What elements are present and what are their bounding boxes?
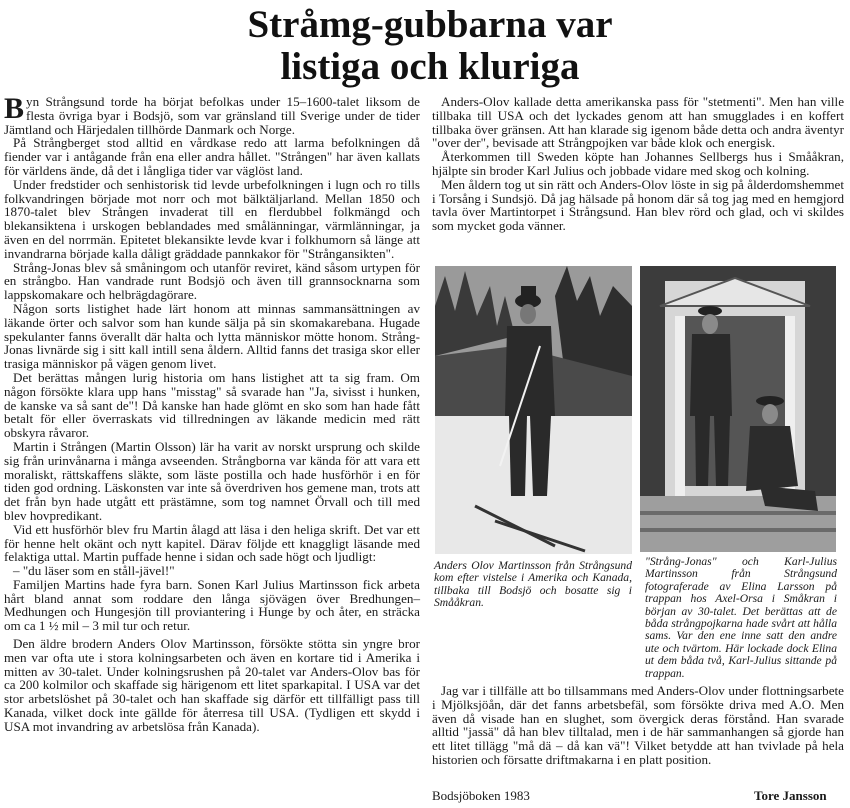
caption-photo-1: Anders Olov Martinsson från Strångsund kom efter vistelse i Amerika och Kanada, tillbaka till Bodsjö och bosatte sig i Smååkran.	[434, 559, 632, 610]
paragraph: Men åldern tog ut sin rätt och Anders-Olov löste in sig på ålderdomshemmet i Torsång i Sundsjö. Då jag hälsade på honom där så tog jag med en hemgjord tavla över Martintorpet i Strångsund. Han blev rörd och glad, och vi skildes som mycket goda vänner.	[432, 176, 844, 234]
title-line-2: listiga och kluriga	[280, 45, 580, 88]
photo-anders-olov-skiing	[435, 266, 632, 554]
paragraph: Strång-Jonas blev så småningom och utanför reviret, känd såsom urtypen för en strångbo. Han vandrade runt Bodsjö och även till grannsocknarna som lappskomakare och helbrägdagörare.	[4, 259, 420, 303]
paragraph: Det berättas mången lurig historia om hans listighet att ta sig fram. Om någon försökte klara upp hans "misstag" så svarade han "Ja, sivisst i hunken, de kanske va så sant de"! Då kanske han hade glömt en sko som han hade fått betalt för eller överraskats vid tillredningen av läkande medicin med rätt obskyra råvaror.	[4, 369, 420, 441]
paragraph: Återkommen till Sweden köpte han Johannes Sellbergs hus i Smååkran, hjälpte sin broder Karl Julius och jobbade vidare med skog och kolning.	[432, 149, 844, 178]
right-column-top	[432, 95, 844, 233]
footer-publication: Bodsjöboken 1983	[432, 788, 530, 803]
paragraph: Byn Strångsund torde ha börjat befolkas under 15–1600-talet liksom de flesta övriga byar i Bodsjö, som var gränsland till Sverige under de tider Jämtland och Härjedalen tillhörde Danmark och Norge.	[4, 92, 420, 137]
paragraph: Den äldre brodern Anders Olov Martinsson, försökte stötta sin yngre bror men var ofta ute i stora kolningsarbeten och även en kortare tid i Amerika i mitten av 30-talet. Under kolningsrushen på 20-talet var Anders-Olov bas för ca 200 kolmilor och skaffade sig härigenom ett litet sparkapital. I USA var det stor arbetslöshet på 30-talet och han skaffade sig därför ett tillfälligt pass till Kanada, vilket dock inte gällde för återresa till USA. (Tydligen ett skydd i USA mot invandring av arbetslösa från Kanada).	[4, 636, 420, 734]
paragraph: Vid ett husförhör blev fru Martin ålagd att läsa i den heliga skrift. Det var ett för henne helt okänt och nytt kapitel. Därav följde ett knaggligt läsande med felaktiga uttal. Martin puffade henne i sidan och sade högt och ljudligt:	[4, 521, 420, 565]
photo-skier-illustration	[435, 266, 632, 554]
paragraph: Martin i Strången (Martin Olsson) lär ha varit av norskt ursprung och skilde sig från urinvånarna i många avseenden. Strångborna var kända för att vara ett moraliskt, rättskaffens släkte, som läste postilla och hade husförhör i en för tiden god ordning. Läskonsten var inte så överdriven hos gemene man, trots att det från byn hade utgått ett prästämne, som tog namnet Örvall och till med blev hovpredikant.	[4, 438, 420, 523]
paragraph: Anders-Olov kallade detta amerikanska pass för "stetmenti". Men han ville tillbaka till USA och det lyckades genom att han smugglades i en koffert tillbaka över gränsen. Att han klarade sig igenom både detta och andra äventyr "over der", bevisade att Strångpojken var både klok och energisk.	[432, 94, 844, 151]
left-column	[4, 92, 420, 734]
photo-strang-jonas-karl-julius	[640, 266, 836, 552]
paragraph: På Strångberget stod alltid en vårdkase redo att larma befolkningen då fiender var i antågande från ena eller andra hållet. "Strången" har även kallats för världens ände, då det i långliga tider var väglöst land.	[4, 135, 420, 178]
title-line-1: Stråmg-gubbarna var	[247, 3, 613, 46]
paragraph: Under fredstider och senhistorisk tid levde urbefolkningen i lugn och ro tills folkvandringen började mot norr och mot bälktäljarland. Mellan 1850 och 1870-talet blev Strången invaderat till en flerdubbel folkmängd och blekansiktena i urskogen beblandades med smålänningar, värmlänningar, ja även en del norrmän. Epitetet blekansikte levde kvar i folkhumorn så länge att invandrarna började kalla dåligt gräddade pannkakor för "Strångansikten".	[4, 176, 420, 261]
drop-cap: B	[4, 92, 25, 125]
paragraph: Jag var i tillfälle att bo tillsammans med Anders-Olov under flottningsarbete i Mjölksjöån, där det fanns arbetsbefäl, som försökte driva med A.O. Men även då visade han en slughet, som övergick deras förstånd. Han svarade alltid "jassä" då han blev tilltalad, men i de här sammanhangen så gjorde han ett litet tillägg "må dä – då kan vä"! Vilket betydde att han tvivlade på hela historien och försatte driftmakarna i en platt position.	[432, 683, 844, 767]
paragraph: – "du läser som en ståll-jävel!"	[13, 563, 175, 579]
paragraph: Någon sorts listighet hade lärt honom att minnas sammansättningen av läkande örter och salvor som han kunde sälja på sin skomakarebana. Hugade spekulanter fanns överallt där halta och lytta människor mötte honom. Strång-Jonas livnärde sig i sitt kall intill sena åldern. Alltid fanns det trasiga skor eller trasiga människor på vägen genom livet.	[4, 300, 420, 372]
caption-photo-2: "Strång-Jonas" och Karl-Julius Martinsson från Strångsund fotograferade av Elina Larsson på trappan hos Axel-Orsa i Småkran i början av 30-talet. Det berättas att de båda strångpojkarna hade svårt att hålla sams. Var den ene inne satt den andre ute och tvärtom. Här lockade dock Elina ut dem båda två, Karl-Julius sittande på trappan.	[645, 555, 837, 680]
paragraph: Familjen Martins hade fyra barn. Sonen Karl Julius Martinsson fick arbeta hårt bland annat som roddare den långa sjövägen över Bredhungen–Medhungen och Hungesjön till proviantering i Hunge by och åter, en sträcka om ca 1 ½ mil – 3 mil tur och retur.	[4, 576, 420, 634]
article-title	[200, 4, 660, 88]
footer-author: Tore Jansson	[754, 788, 827, 803]
photo-porch-illustration	[640, 266, 836, 552]
right-column-bottom	[432, 684, 844, 767]
